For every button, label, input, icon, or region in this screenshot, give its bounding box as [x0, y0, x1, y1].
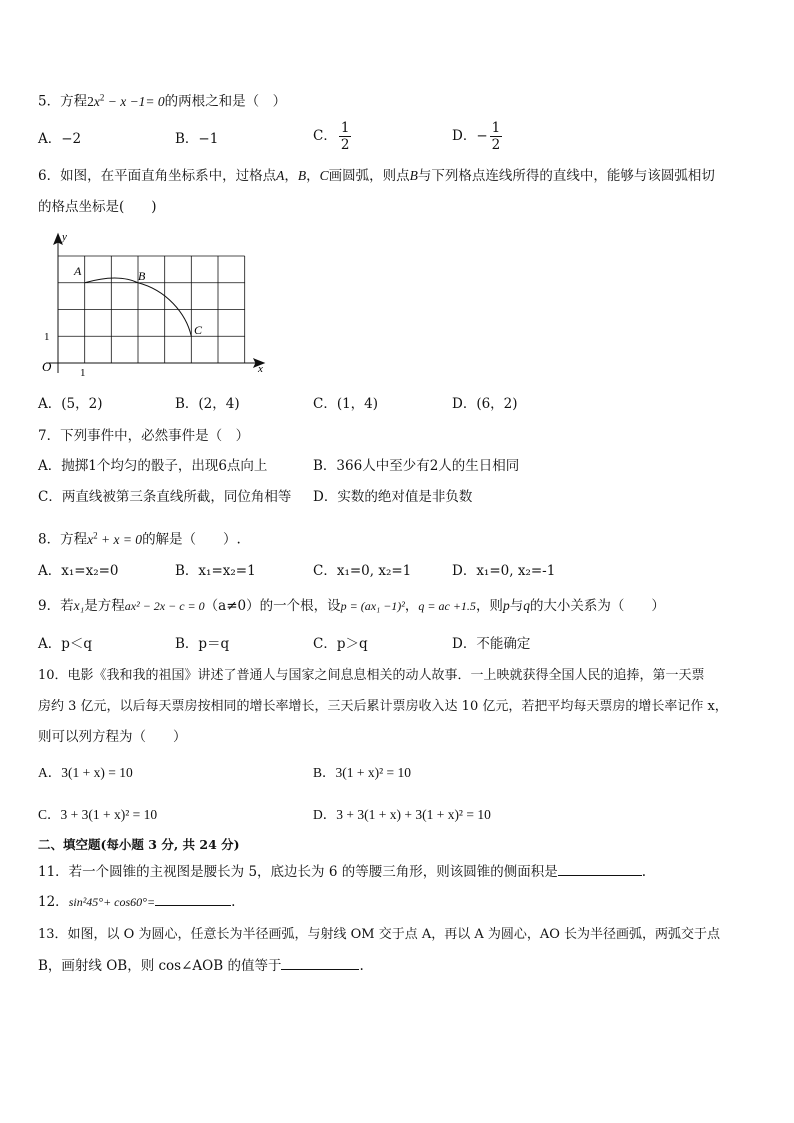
q8-option-d: D．x₁=0, x₂=-1: [452, 563, 556, 579]
axis-label-x: x: [258, 363, 263, 375]
q5-option-b-label: B．: [175, 131, 199, 147]
q6-grid-lines: [58, 256, 245, 363]
q5-eq-rest: − x −1= 0: [107, 93, 165, 109]
q9-stem3: 的一个根，设: [259, 598, 341, 614]
q5-d-den: 2: [491, 137, 501, 153]
q9-p-definition: p = (ax₁ −1)²: [340, 599, 405, 613]
q6-option-d: D．(6，2): [452, 396, 518, 412]
q5-eq-sq: 2: [99, 92, 105, 102]
q7-option-a: A．抛掷1个均匀的骰子，出现6点向上: [38, 458, 268, 474]
q5-eq-coef: 2: [87, 93, 94, 109]
q9-stem5: 与: [509, 598, 524, 614]
q9-stem1: 9．若: [38, 598, 74, 614]
q9-q-definition: q = ac +1.5: [418, 599, 476, 613]
q5-equation: [87, 94, 165, 109]
q5-option-a-label: A．: [38, 131, 62, 147]
q6-option-c: C．(1，4): [313, 396, 379, 412]
q6-point-b2: B: [409, 168, 418, 183]
q12-prefix: 12．: [38, 894, 69, 910]
q10-option-d: D．3 + 3(1 + x) + 3(1 + x)² = 10: [313, 807, 491, 822]
q6-point-c: C: [319, 168, 329, 183]
q6-point-a: A: [276, 168, 285, 183]
q5-c-num: 1: [340, 120, 350, 136]
q5-option-c-label: C．: [313, 128, 337, 144]
q5-option-d-label: D．: [452, 128, 477, 144]
q9-option-d: D．不能确定: [452, 636, 531, 652]
q12-stem: [38, 893, 235, 911]
q5-option-c: [313, 120, 353, 153]
q5-option-a-value: −2: [61, 131, 82, 147]
q13-end: .: [359, 958, 364, 974]
q8-option-a: A．x₁=x₂=0: [38, 563, 119, 579]
q9-q: q: [523, 598, 530, 613]
q5-stem: [38, 88, 286, 111]
q10-option-a: A．3(1 + x) = 10: [38, 765, 133, 780]
q13-answer-blank[interactable]: [281, 957, 359, 970]
q5-option-b: [175, 130, 218, 148]
q12-end: .: [231, 894, 236, 910]
q6-stem-line2: 的格点坐标是( ): [38, 199, 157, 215]
q9-equation: ax² − 2x − c = 0: [124, 599, 205, 613]
q9-option-a: A．p＜q: [38, 636, 93, 652]
q5-stem-suffix: 的两根之和是（ ）: [164, 93, 287, 110]
q9-stem4: ，则: [475, 598, 503, 614]
q8-equation: [87, 532, 142, 547]
q9-condition: （a≠0）: [204, 598, 260, 614]
q7-option-b: B．366人中至少有2人的生日相同: [313, 458, 520, 474]
q5-option-b-value: −1: [198, 131, 219, 147]
point-label-a: A: [74, 264, 82, 278]
q5-d-num: 1: [491, 120, 501, 136]
q9-stem6: 的大小关系为（ ）: [529, 598, 665, 614]
q9-stem2: 是方程: [84, 598, 125, 614]
q8-stem: [38, 526, 241, 549]
q6-stem-line1: [38, 167, 715, 185]
q5-c-den: 2: [340, 137, 350, 153]
q11-stem: [38, 863, 646, 881]
q8-option-b: B．x₁=x₂=1: [175, 563, 256, 579]
q9-x1: x₁: [73, 598, 85, 613]
tick-y-1: 1: [44, 331, 50, 343]
q7-stem: 7．下列事件中，必然事件是（ ）: [38, 428, 250, 444]
q12-expression: sin²45°+ cos60°=: [68, 895, 156, 909]
q6-point-b: B: [297, 168, 307, 183]
y-axis-arrow: [54, 234, 62, 244]
section2-title: 二、填空题(每小题 3 分, 共 24 分): [38, 837, 240, 852]
q13-line2-text: B，画射线 OB，则 cos∠AOB 的值等于: [38, 958, 282, 974]
point-label-b: B: [138, 269, 146, 283]
q5-eq-x: x: [93, 93, 100, 109]
q6-stem3: 与下列格点连线所得的直线中，能够与该圆弧相切: [417, 168, 715, 184]
q5-stem-prefix: 5．方程: [38, 93, 88, 110]
q5-d-sign: −: [476, 128, 488, 144]
q6-stem1: 6．如图，在平面直角坐标系中，过格点: [38, 168, 277, 184]
q8-eq-x: x: [87, 531, 94, 547]
point-label-c: C: [194, 323, 203, 337]
q6-axes: [46, 234, 264, 373]
q6-option-b: B．(2，4): [175, 396, 240, 412]
q9-sep: ，: [404, 598, 419, 614]
q5-option-d: [452, 120, 504, 153]
q10-line2: 房约 3 亿元，以后每天票房按相同的增长率增长，三天后累计票房收入达 10 亿元，若把平均每天票房的增长率记作 x，: [38, 699, 728, 714]
q6-option-a: A．(5，2): [38, 396, 103, 412]
q8-option-c: C．x₁=0, x₂=1: [313, 563, 412, 579]
q9-stem: [38, 597, 665, 615]
q6-grid-figure: [36, 228, 276, 378]
q6-sep1: ，: [284, 168, 298, 184]
q10-line1: 10．电影《我和我的祖国》讲述了普通人与国家之间息息相关的动人故事．一上映就获得全国人民的追捧，第一天票: [38, 668, 705, 683]
q13-line1: 13．如图，以 O 为圆心，任意长为半径画弧，与射线 OM 交于点 A，再以 A 为圆心，AO 长为半径画弧，两弧交于点: [38, 927, 721, 942]
q5-option-c-fraction: [339, 120, 352, 153]
q8-stem-suffix: 的解是（ ）.: [142, 531, 241, 548]
q5-option-a: [38, 130, 81, 148]
q5-option-d-fraction: [490, 120, 503, 153]
q7-option-d: D．实数的绝对值是非负数: [313, 489, 473, 505]
tick-x-1: 1: [80, 367, 86, 378]
q9-option-c: C．p＞q: [313, 636, 368, 652]
q9-p: p: [502, 598, 510, 613]
q13-line2: [38, 957, 364, 975]
origin-label: O: [42, 359, 52, 374]
q11-end: .: [641, 864, 647, 880]
q6-sep2: ，: [306, 168, 320, 184]
q9-option-b: B．p＝q: [175, 636, 230, 652]
q10-line3: 则可以列方程为（ ）: [38, 729, 187, 745]
q12-answer-blank[interactable]: [155, 893, 231, 906]
q10-option-c: C．3 + 3(1 + x)² = 10: [38, 807, 158, 822]
q8-eq-sq: 2: [93, 530, 98, 540]
q10-option-b: B．3(1 + x)² = 10: [313, 765, 412, 780]
q8-eq-rest: + x = 0: [97, 531, 143, 547]
axis-label-y: y: [62, 231, 67, 243]
q8-stem-prefix: 8．方程: [38, 531, 88, 548]
q7-option-c: C．两直线被第三条直线所截，同位角相等: [38, 489, 292, 505]
q11-text: 11．若一个圆锥的主视图是腰长为 5，底边长为 6 的等腰三角形，则该圆锥的侧面积是: [38, 864, 558, 880]
q6-stem2: 画圆弧，则点: [328, 168, 410, 184]
q11-answer-blank[interactable]: [558, 863, 642, 876]
